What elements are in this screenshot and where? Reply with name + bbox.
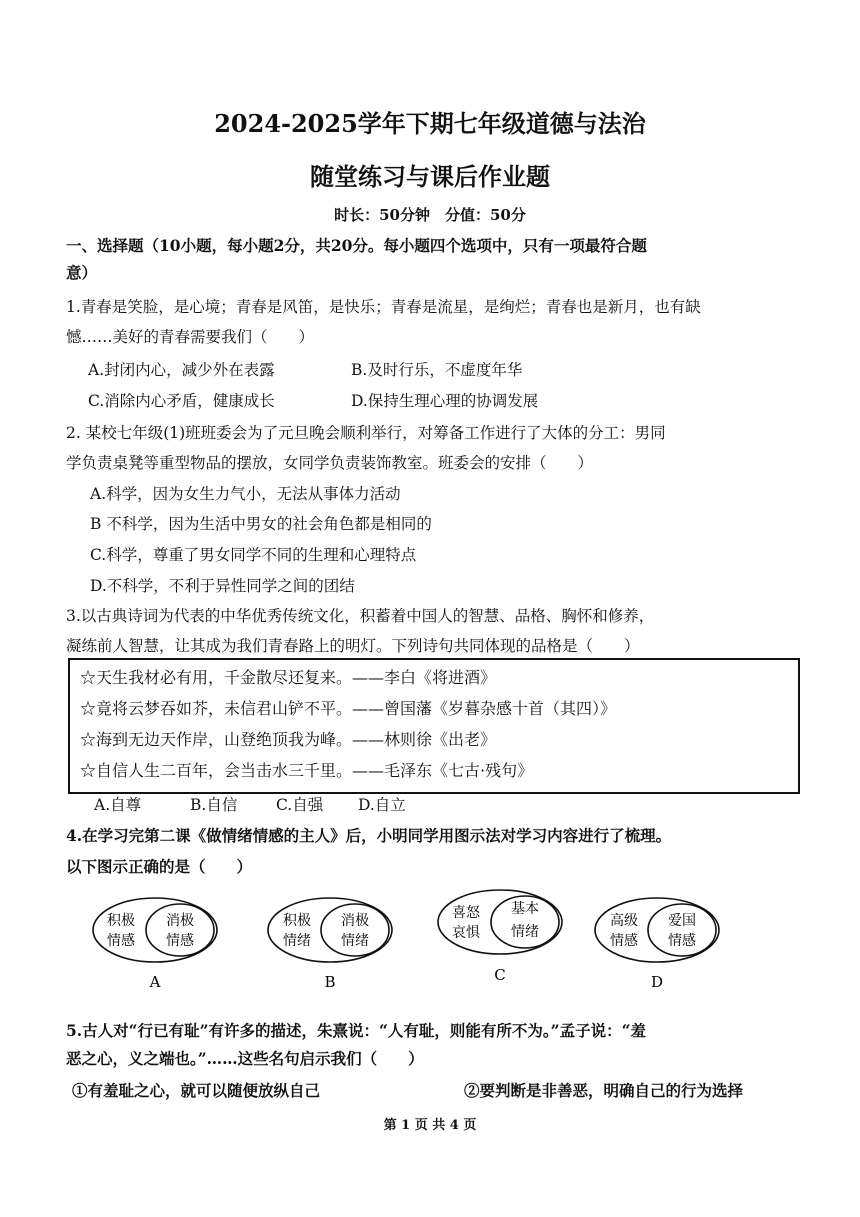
q1-option-b: B.及时行乐，不虚度年华 xyxy=(351,361,523,379)
q4-c-inner-1: 基本 xyxy=(511,901,539,917)
q3-poem-2: ☆竟将云梦吞如芥，未信君山铲不平。——曾国藩《岁暮杂感十首（其四）》 xyxy=(80,699,617,718)
q4-a-inner-1: 消极 xyxy=(166,913,194,929)
q4-stem-line1: 4.在学习完第二课《做情绪情感的主人》后，小明同学用图示法对学习内容进行了梳理。 xyxy=(66,826,672,845)
q2-option-b: B 不科学，因为生活中男女的社会角色都是相同的 xyxy=(90,515,432,533)
q4-diagram-c xyxy=(438,890,562,984)
exam-meta: 时长：50分钟 分值：50分 xyxy=(334,206,526,224)
q4-d-inner-2: 情感 xyxy=(668,933,696,949)
q4-a-label: A xyxy=(149,973,161,991)
page-footer: 第 1 页 共 4 页 xyxy=(383,1118,477,1133)
q4-diagrams xyxy=(0,880,860,1000)
q4-a-outer-1: 积极 xyxy=(107,913,135,929)
q1-option-d: D.保持生理心理的协调发展 xyxy=(351,392,539,410)
q4-b-outer-2: 情绪 xyxy=(283,933,311,949)
q3-poem-4: ☆自信人生二百年，会当击水三千里。——毛泽东《七古·残句》 xyxy=(80,761,534,780)
q4-diagram-b xyxy=(268,898,392,991)
q4-b-inner-1: 消极 xyxy=(341,913,369,929)
q5-stem-line1: 5.古人对“行已有耻”有许多的描述，朱熹说：“人有耻，则能有所不为。”孟子说：“羞 xyxy=(66,1021,647,1040)
q4-c-outer-1: 喜怒 xyxy=(452,905,480,921)
q1-stem-line1: 1.青春是笑脸，是心境；青春是风笛，是快乐；青春是流星，是绚烂；青春也是新月，也有缺 xyxy=(66,298,701,316)
section1-heading-line2: 意） xyxy=(66,263,98,282)
q3-option-b: B.自信 xyxy=(190,796,238,814)
q4-diagram-a xyxy=(93,898,217,991)
q3-poem-box xyxy=(68,658,800,794)
q5-stem-line2: 恶之心，义之端也。”……这些名句启示我们（ ） xyxy=(66,1049,424,1068)
q1-option-c: C.消除内心矛盾，健康成长 xyxy=(88,392,275,410)
q3-option-c: C.自强 xyxy=(276,796,324,814)
q4-diagram-d xyxy=(595,898,719,991)
q4-a-inner-2: 情感 xyxy=(166,933,194,949)
exam-title-line2: 随堂练习与课后作业题 xyxy=(310,162,550,191)
q3-option-d: D.自立 xyxy=(358,796,406,814)
q4-d-outer-1: 高级 xyxy=(610,913,638,929)
exam-title-line1: 2024-2025学年下期七年级道德与法治 xyxy=(214,109,646,138)
q4-a-outer-2: 情感 xyxy=(107,933,135,949)
q2-option-c: C.科学，尊重了男女同学不同的生理和心理特点 xyxy=(90,546,417,564)
q4-d-inner-1: 爱国 xyxy=(668,913,696,929)
q4-c-inner-2: 情绪 xyxy=(511,924,539,940)
q4-stem-line2: 以下图示正确的是（ ） xyxy=(66,857,253,876)
q3-stem-line1: 3.以古典诗词为代表的中华优秀传统文化，积蓄着中国人的智慧、品格、胸怀和修养， xyxy=(66,607,655,625)
q1-stem-line2: 憾……美好的青春需要我们（ ） xyxy=(66,328,315,346)
q4-b-label: B xyxy=(324,973,336,991)
q4-d-outer-2: 情感 xyxy=(610,933,638,949)
q4-b-inner-2: 情绪 xyxy=(341,933,369,949)
q4-c-label: C xyxy=(494,966,506,984)
q2-stem-line2: 学负责桌凳等重型物品的摆放，女同学负责装饰教室。班委会的安排（ ） xyxy=(66,454,594,472)
q4-d-label: D xyxy=(650,973,664,991)
q2-option-d: D.不科学，不利于异性同学之间的团结 xyxy=(90,577,355,595)
q2-stem-line1: 2. 某校七年级(1)班班委会为了元旦晚会顺利举行，对筹备工作进行了大体的分工：男同 xyxy=(66,424,666,442)
q4-c-outer-2: 哀惧 xyxy=(452,925,480,941)
q3-poem-1: ☆天生我材必有用，千金散尽还复来。——李白《将进酒》 xyxy=(80,668,497,687)
q5-option-1: ①有羞耻之心，就可以随便放纵自己 xyxy=(72,1081,321,1100)
q3-option-a: A.自尊 xyxy=(94,796,142,814)
q3-stem-line2: 凝练前人智慧，让其成为我们青春路上的明灯。下列诗句共同体现的品格是（ ） xyxy=(66,637,640,655)
q5-option-2: ②要判断是非善恶，明确自己的行为选择 xyxy=(464,1081,744,1100)
section1-heading-line1: 一、选择题（10小题，每小题2分，共20分。每小题四个选项中，只有一项最符合题 xyxy=(66,236,647,255)
q1-option-a: A.封闭内心，减少外在表露 xyxy=(88,361,275,379)
q2-option-a: A.科学，因为女生力气小，无法从事体力活动 xyxy=(90,485,401,503)
q4-b-outer-1: 积极 xyxy=(283,913,311,929)
q3-poem-3: ☆海到无边天作岸，山登绝顶我为峰。——林则徐《出老》 xyxy=(80,730,497,749)
